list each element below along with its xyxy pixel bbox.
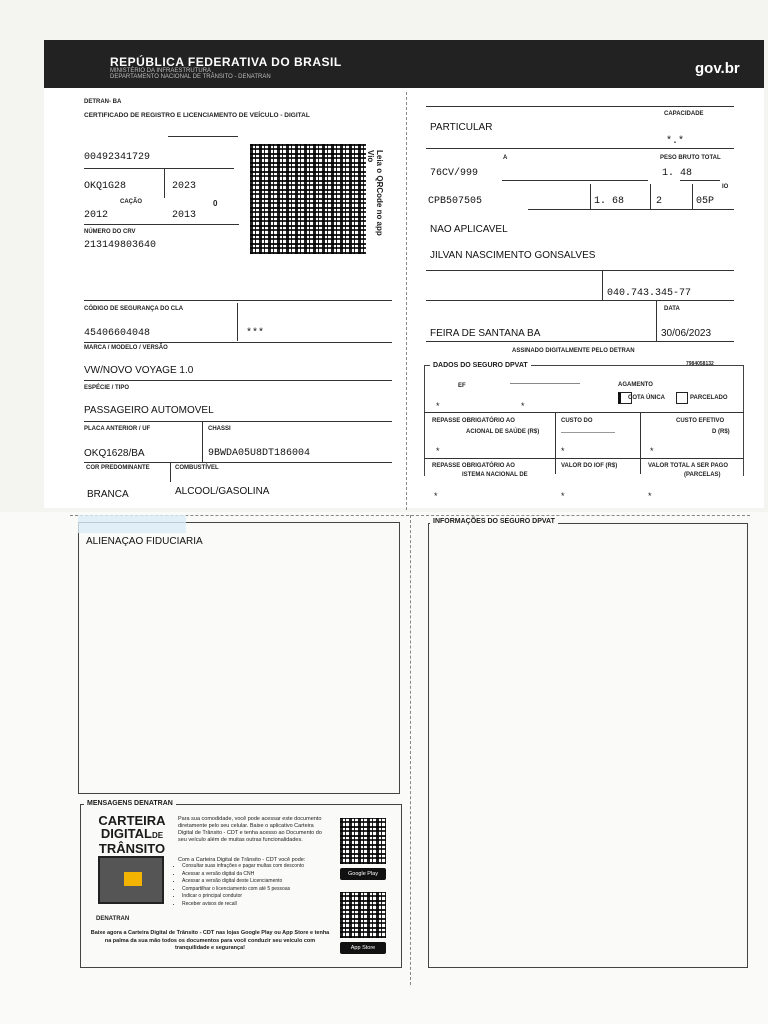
rule xyxy=(84,462,392,463)
star: * xyxy=(436,401,440,411)
fold-line xyxy=(406,92,407,510)
categoria-value: PARTICULAR xyxy=(430,122,493,133)
ano-fab-value: 2012 xyxy=(84,210,109,221)
motor-value: CPB507505 xyxy=(428,196,483,207)
rule xyxy=(510,383,580,384)
rule xyxy=(502,180,648,181)
rule xyxy=(680,180,720,181)
io-label: IO xyxy=(722,184,729,190)
fns-label: ACIONAL DE SAÚDE (R$) xyxy=(466,429,540,435)
cdt-bullet-list xyxy=(172,863,342,908)
renavam-value: 00492341729 xyxy=(84,152,151,163)
star: * xyxy=(436,446,440,456)
parcelado-checkbox[interactable] xyxy=(676,392,688,404)
rule xyxy=(426,341,734,342)
qr-code[interactable] xyxy=(250,144,366,254)
cat-value: *** xyxy=(246,328,265,339)
star: * xyxy=(434,491,438,501)
star: * xyxy=(561,446,565,456)
cpf-value: 040.743.345-77 xyxy=(607,288,692,299)
govbr-logo: gov.br xyxy=(695,60,740,77)
rule xyxy=(692,184,693,210)
rule xyxy=(424,458,744,459)
banner-subtitle: MINISTÉRIO DA INFRAESTRUTURA DEPARTAMENTO NACIONAL DE TRÂNSITO - DENATRAN xyxy=(110,68,271,80)
cmt-value: 1. 68 xyxy=(594,196,625,207)
rule xyxy=(424,412,744,413)
custo-efetivo-sub: D (R$) xyxy=(712,429,730,435)
eixos-value: 2 xyxy=(656,196,663,207)
smudge xyxy=(78,515,186,533)
total-label: VALOR TOTAL A SER PAGO xyxy=(648,463,729,469)
cdt-logo: CARTEIRA DIGITALDE TRÂNSITO xyxy=(98,813,166,856)
comb-label: COMBUSTÍVEL xyxy=(175,465,219,471)
banner-title: REPÚBLICA FEDERATIVA DO BRASIL xyxy=(110,55,342,69)
chassi-value: 9BWDA05U8DT186004 xyxy=(208,448,311,459)
marca-value: VW/NOVO VOYAGE 1.0 xyxy=(84,365,194,376)
rule xyxy=(84,380,392,381)
placa-anterior-value: OKQ1628/BA xyxy=(84,448,145,459)
rule xyxy=(84,224,239,225)
star: * xyxy=(561,491,565,501)
cdt-bullet-item: • Indicar o principal condutor xyxy=(182,893,342,901)
o-mark: 0 xyxy=(213,199,218,208)
cap-value: *.* xyxy=(666,136,685,147)
cla-label: CÓDIGO DE SEGURANÇA DO CLA xyxy=(84,306,184,312)
custo-efetivo-label: CUSTO EFETIVO xyxy=(676,418,725,424)
rule xyxy=(555,412,556,474)
cdt-com: Com a Carteira Digital de Trânsito - CDT você pode: xyxy=(178,857,306,863)
cdt-bullet-item: • Receber avisos de recall xyxy=(182,901,342,909)
rule xyxy=(168,136,238,137)
cdt-bullet-item: • Acessar a versão digital da CNH xyxy=(182,871,342,879)
star: * xyxy=(650,446,654,456)
chassi-label: CHASSI xyxy=(208,426,231,432)
rule xyxy=(528,209,734,210)
data-value: 30/06/2023 xyxy=(661,328,712,339)
cdt-paragraph: Para sua comodidade, você pode acessar este documento diretamente pelo seu celular. Baixe o aplicativo Carteira Digital de Trânsito - CDT e tenha acesso ao Documento do seu veículo além de muitas outras funcionalidades. xyxy=(178,816,322,843)
alienacao-box xyxy=(78,522,400,794)
parcelado-label: PARCELADO xyxy=(690,395,728,401)
app-store-badge[interactable]: App Store xyxy=(340,942,386,954)
google-play-badge[interactable]: Google Play xyxy=(340,868,386,880)
repasse2-label: REPASSE OBRIGATÓRIO AO xyxy=(432,463,515,469)
assinado-label: ASSINADO DIGITALMENTE PELO DETRAN xyxy=(512,348,635,354)
total-sub: (PARCELAS) xyxy=(684,472,721,478)
pagamento-label: AGAMENTO xyxy=(618,382,653,388)
doc-title: CERTIFICADO DE REGISTRO E LICENCIAMENTO DE VEÍCULO - DIGITAL xyxy=(84,112,310,119)
marca-label: MARCA / MODELO / VERSÃO xyxy=(84,345,168,351)
dpvat-title: DADOS DO SEGURO DPVAT xyxy=(430,362,531,369)
pbt-value: 1. 48 xyxy=(662,168,693,179)
cor-label: COR PREDOMINANTE xyxy=(86,465,150,471)
repasse-label: REPASSE OBRIGATÓRIO AO xyxy=(432,418,515,424)
rule xyxy=(170,462,171,482)
local-value: FEIRA DE SANTANA BA xyxy=(430,328,541,339)
rule xyxy=(202,422,203,462)
comb-value: ALCOOL/GASOLINA xyxy=(175,486,270,497)
potencia-value: 76CV/999 xyxy=(430,168,479,179)
rule xyxy=(426,270,734,271)
cdt-bullet-item: • Consultar suas infrações e pagar multas com desconto xyxy=(182,863,342,871)
rule xyxy=(590,184,591,210)
especie-value: PASSAGEIRO AUTOMOVEL xyxy=(84,405,214,416)
cdt-bullet-item: • Acessar a versão digital deste Licenciamento xyxy=(182,878,342,886)
custo-label: CUSTO DO xyxy=(561,418,593,424)
cap-label: CAPACIDADE xyxy=(664,111,704,117)
phone-card-icon xyxy=(124,872,142,886)
fold-line xyxy=(410,515,411,985)
rule xyxy=(656,300,657,342)
lotacao-value: 05P xyxy=(696,196,715,207)
rule xyxy=(164,168,165,198)
qr-app-store[interactable] xyxy=(340,892,386,938)
rule xyxy=(237,303,238,341)
cla-value: 45406604048 xyxy=(84,328,151,339)
placa-value: OKQ1G28 xyxy=(84,181,127,192)
rule xyxy=(84,168,234,169)
rule xyxy=(84,421,392,422)
alienacao-value: ALIENAÇAO FIDUCIARIA xyxy=(86,536,203,547)
rule xyxy=(640,412,641,474)
rule xyxy=(84,300,392,301)
cdt-bullet-item: • Compartilhar o licenciamento com até 5 pessoas xyxy=(182,886,342,894)
rule xyxy=(650,184,651,210)
dpvat-code: 7984058132 xyxy=(686,361,714,367)
rule xyxy=(84,342,392,343)
a-label: A xyxy=(503,155,508,161)
ano-fab-label: CAÇÃO xyxy=(120,199,142,205)
data-label: DATA xyxy=(664,306,680,312)
obs-value: NAO APLICAVEL xyxy=(430,224,508,235)
rule xyxy=(426,106,734,107)
ano-mod-value: 2013 xyxy=(172,210,197,221)
info-dpvat-title: INFORMAÇÕES DO SEGURO DPVAT xyxy=(430,518,558,525)
crv-label: NÚMERO DO CRV xyxy=(84,229,136,235)
crv-value: 213149803640 xyxy=(84,240,157,251)
denatran-label: DENATRAN xyxy=(96,916,130,922)
pbt-label: PESO BRUTO TOTAL xyxy=(660,155,721,161)
cor-value: BRANCA xyxy=(87,489,129,500)
qr-google-play[interactable] xyxy=(340,818,386,864)
rule xyxy=(426,300,734,301)
detran-label: DETRAN- BA xyxy=(84,99,122,105)
mensagens-title: MENSAGENS DENATRAN xyxy=(84,800,176,807)
qr-caption: Leia o QRCode no app Vio xyxy=(366,150,384,236)
cota-unica-label: COTA ÚNICA xyxy=(628,395,665,401)
rule xyxy=(602,270,603,300)
rule xyxy=(426,148,734,149)
nome-value: JILVAN NASCIMENTO GONSALVES xyxy=(430,250,596,261)
placa-anterior-label: PLACA ANTERIOR / UF xyxy=(84,426,151,432)
especie-label: ESPÉCIE / TIPO xyxy=(84,385,130,391)
cdt-footer: Baixe agora a Carteira Digital de Trânsito - CDT nas lojas Google Play ou App Store e tenha na palma da sua mão todos os documentos para você conduzir seu veículo com tranquilidade e segurança! xyxy=(90,930,330,951)
exercicio-value: 2023 xyxy=(172,181,197,192)
iof-label: VALOR DO IOF (R$) xyxy=(561,463,618,469)
dpvat-cat-label: EF xyxy=(458,383,466,389)
repasse2-sub: ISTEMA NACIONAL DE xyxy=(462,472,528,478)
star: * xyxy=(521,401,525,411)
info-dpvat-box xyxy=(428,523,748,968)
star: * xyxy=(648,491,652,501)
rule xyxy=(561,432,615,433)
